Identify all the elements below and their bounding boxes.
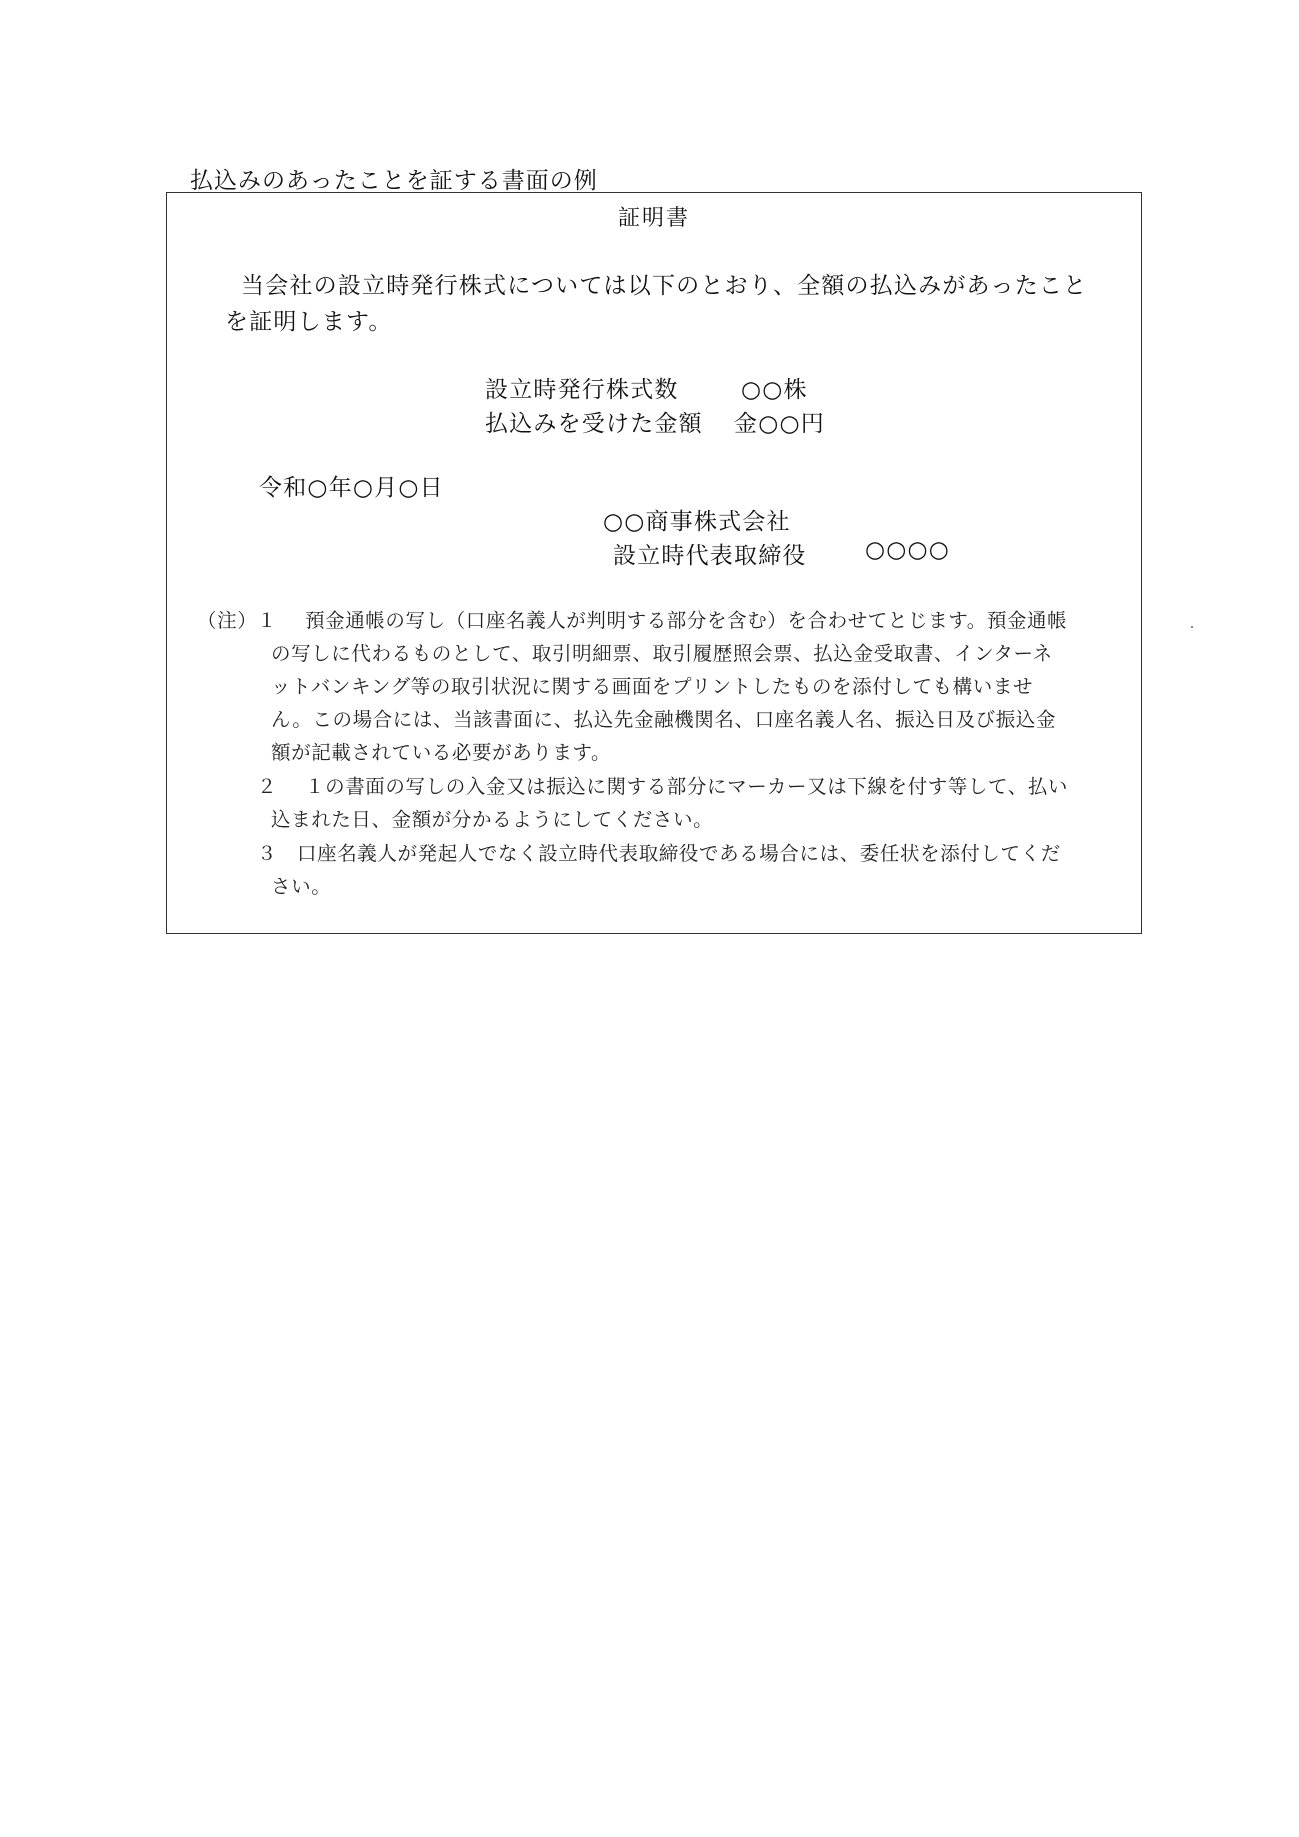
notes-heading: （注） xyxy=(197,609,258,632)
certificate-box xyxy=(166,192,1142,934)
note-2-line: １の書面の写しの入金又は振込に関する部分にマーカー又は下線を付す等して、払い xyxy=(305,775,1069,798)
company-name: ○○商事株式会社 xyxy=(603,509,791,535)
document-caption: 払込みのあったことを証する書面の例 xyxy=(190,168,598,194)
note-1-line: 額が記載されている必要があります。 xyxy=(271,741,612,764)
shares-value: ○○株 xyxy=(741,377,808,403)
note-2-line: 込まれた日、金額が分かるようにしてください。 xyxy=(271,808,714,831)
amount-value: 金○○円 xyxy=(734,411,825,437)
scan-speck xyxy=(1191,626,1193,628)
note-3-number: ３ xyxy=(257,842,278,865)
certificate-date: 令和○年○月○日 xyxy=(259,475,444,501)
certificate-body-line-2: を証明します。 xyxy=(225,309,393,335)
note-1-line: ん。この場合には、当該書面に、払込先金融機関名、口座名義人名、振込日及び振込金 xyxy=(271,708,1057,731)
note-3-line: 口座名義人が発起人でなく設立時代表取締役である場合には、委任状を添付してくだ xyxy=(297,842,1061,865)
note-1-line: ットバンキング等の取引状況に関する画面をプリントしたものを添付しても構いませ xyxy=(271,675,1034,698)
note-1-number: １ xyxy=(257,609,278,632)
note-1-line: 預金通帳の写し（口座名義人が判明する部分を含む）を合わせてとじます。預金通帳 xyxy=(305,609,1068,632)
amount-label: 払込みを受けた金額 xyxy=(485,411,703,437)
note-2-number: ２ xyxy=(257,775,278,798)
certificate-body-line-1: 当会社の設立時発行株式については以下のとおり、全額の払込みがあったこと xyxy=(241,273,1088,299)
representative-name: ○○○○ xyxy=(865,537,951,563)
note-3-line: さい。 xyxy=(271,875,332,898)
representative-title: 設立時代表取締役 xyxy=(613,543,807,569)
shares-label: 設立時発行株式数 xyxy=(485,377,679,403)
note-1-line: の写しに代わるものとして、取引明細票、取引履歴照会票、払込金受取書、インターネ xyxy=(271,642,1053,665)
certificate-title: 証明書 xyxy=(617,206,690,231)
